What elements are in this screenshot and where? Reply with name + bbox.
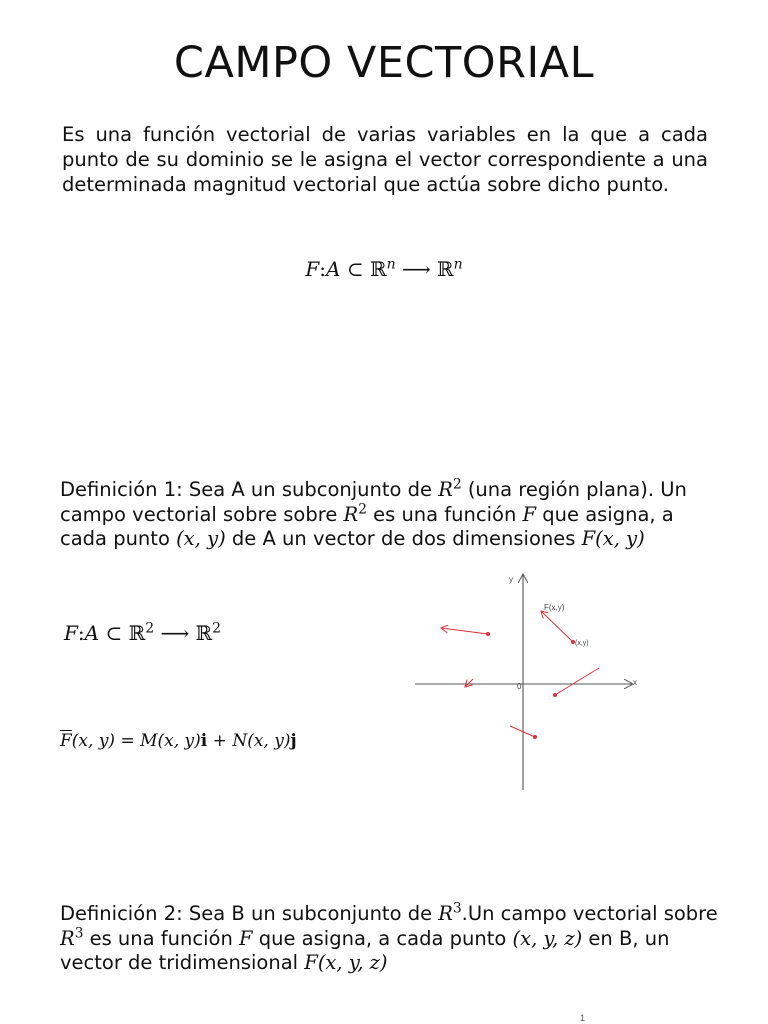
def2-text: que asigna, a cada punto bbox=[252, 926, 513, 950]
page-title: CAMPO VECTORIAL bbox=[173, 38, 595, 88]
formula-symbol: ⟶ bbox=[401, 257, 431, 281]
def2-math: F bbox=[239, 926, 253, 950]
origin-label: 0 bbox=[517, 682, 522, 691]
y-axis-label: y bbox=[509, 575, 513, 584]
definition-1 bbox=[60, 478, 720, 552]
def2-text: es una función bbox=[83, 926, 240, 950]
formula-symbol: ⊂ bbox=[346, 257, 364, 281]
formula-exponent: 2 bbox=[145, 620, 155, 637]
formula-exponent: n bbox=[453, 256, 463, 273]
def2-math: R bbox=[60, 926, 75, 950]
def2-math: F(x, y, z) bbox=[304, 951, 388, 974]
vector-field-diagram bbox=[405, 568, 645, 793]
formula-symbol: + bbox=[212, 731, 227, 751]
page-number: 1 bbox=[580, 1013, 586, 1023]
field-vector bbox=[465, 679, 473, 687]
def2-math: 3 bbox=[452, 900, 462, 917]
def2-math: (x, y, z) bbox=[512, 926, 583, 950]
intro-paragraph: Es una función vectorial de varias variables en la que a cada punto de su dominio se le asigna el vector correspondiente a una determinada magnitud vectorial que actúa sobre dicho punto. bbox=[62, 123, 708, 196]
formula-symbol: : bbox=[319, 257, 326, 281]
formula-symbol: ℝ bbox=[128, 621, 146, 645]
def1-text: Definición 1: Sea A un subconjunto de bbox=[60, 478, 439, 501]
vector-point bbox=[534, 736, 537, 739]
def1-math: 2 bbox=[452, 476, 462, 493]
formula-symbol: j bbox=[290, 731, 297, 751]
formula-symbol: M(x, y) bbox=[140, 731, 201, 751]
def1-math: R bbox=[343, 502, 359, 526]
def1-math: F bbox=[522, 502, 537, 526]
def1-math: (x, y) bbox=[176, 527, 226, 550]
def2-text: .Un campo vectorial sobre bbox=[461, 902, 718, 925]
formula-components bbox=[60, 731, 297, 751]
formula-symbol: ⊂ bbox=[105, 621, 123, 645]
def2-math: R bbox=[438, 902, 453, 925]
formula-exponent: 2 bbox=[212, 620, 222, 637]
formula-symbol: A bbox=[84, 621, 100, 645]
x-axis-label: x bbox=[633, 678, 637, 687]
def2-text: en B, un vector de tridimensional bbox=[60, 926, 670, 974]
formula-symbol: A bbox=[326, 257, 341, 281]
field-vector bbox=[441, 628, 488, 634]
def1-text: es una función bbox=[366, 502, 523, 526]
formula-symbol: ℝ bbox=[436, 257, 454, 281]
formula-r2-mapping bbox=[64, 621, 221, 645]
formula-symbol: $\overline{F}$ bbox=[60, 731, 72, 751]
formula-symbol: = bbox=[120, 731, 135, 751]
formula-symbol: ⟶ bbox=[160, 621, 190, 645]
def1-text: que asigna, a cada punto bbox=[60, 502, 674, 550]
field-value-label: F(x,y) bbox=[544, 603, 565, 612]
vector-point bbox=[487, 633, 490, 636]
field-vector bbox=[555, 668, 599, 695]
def1-math: R bbox=[438, 478, 453, 501]
def1-math: F(x, y) bbox=[581, 527, 645, 550]
def2-math: 3 bbox=[74, 925, 84, 941]
formula-symbol: ℝ bbox=[195, 621, 213, 645]
def2-text: Definición 2: Sea B un subconjunto de bbox=[60, 902, 439, 925]
formula-exponent: n bbox=[386, 256, 396, 273]
formula-symbol: N(x, y) bbox=[232, 731, 291, 751]
def1-text: (una región plana). Un campo vectorial sobre sobre bbox=[60, 478, 687, 526]
formula-symbol: (x, y) bbox=[71, 731, 116, 751]
formula-general-mapping bbox=[0, 257, 768, 281]
def1-math: 2 bbox=[358, 501, 367, 517]
field-vector bbox=[541, 611, 573, 642]
formula-symbol: ℝ bbox=[369, 257, 387, 281]
definition-2 bbox=[60, 902, 720, 976]
formula-symbol: : bbox=[77, 621, 85, 645]
formula-symbol: i bbox=[200, 731, 208, 751]
formula-symbol: F bbox=[64, 621, 78, 645]
vector-point bbox=[554, 694, 557, 697]
formula-symbol: F bbox=[305, 257, 320, 281]
def1-text: de A un vector de dos dimensiones bbox=[225, 527, 582, 550]
point-label: (x,y) bbox=[575, 640, 589, 647]
vector-point bbox=[572, 641, 575, 644]
field-vectors bbox=[441, 611, 599, 739]
